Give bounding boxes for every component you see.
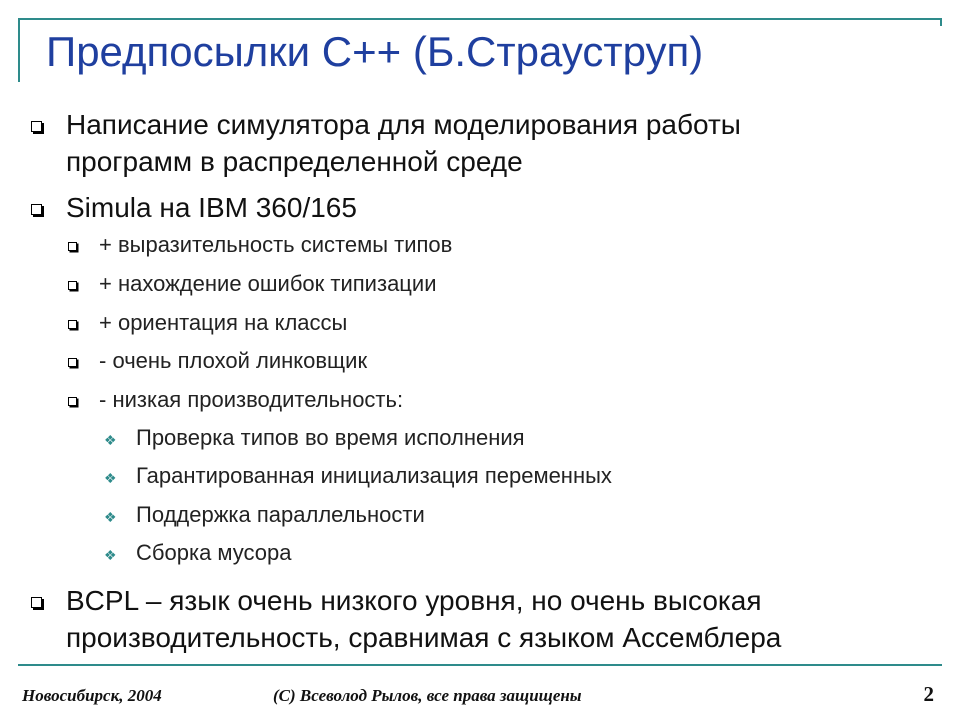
footer-location: Новосибирск, 2004 [22, 686, 162, 705]
frame-line-top [18, 18, 942, 20]
diamond-bullet-icon: ❖ [104, 509, 117, 525]
frame-line-left [18, 18, 20, 82]
slide-title: Предпосылки C++ (Б.Страуструп) [46, 28, 704, 75]
square-bullet-icon [68, 397, 77, 406]
bullet-text: Simula на IBM 360/165 [66, 192, 357, 223]
square-bullet-icon [68, 242, 77, 251]
square-bullet-icon [31, 204, 42, 215]
sub-bullet-text: - очень плохой линковщик [99, 348, 368, 373]
sub-sub-bullet-text: Гарантированная инициализация переменных [136, 463, 612, 488]
sub-sub-bullet-text: Поддержка параллельности [136, 502, 425, 527]
bullet-text-line: производительность, сравнимая с языком Ассемблера [66, 622, 782, 653]
square-bullet-icon [68, 358, 77, 367]
square-bullet-icon [68, 320, 77, 329]
sub-sub-bullet-text: Проверка типов во время исполнения [136, 425, 525, 450]
bullet-text-line: BCPL – язык очень низкого уровня, но очень высокая [66, 585, 762, 616]
diamond-bullet-icon: ❖ [104, 432, 117, 448]
page-number: 2 [923, 682, 934, 706]
sub-sub-bullet-text: Сборка мусора [136, 540, 292, 565]
sub-bullet-text: + нахождение ошибок типизации [99, 271, 437, 296]
square-bullet-icon [31, 597, 42, 608]
bullet-text-line: Написание симулятора для моделирования работы [66, 109, 741, 140]
sub-bullet-text: - низкая производительность: [99, 387, 404, 412]
footer-divider [18, 664, 942, 666]
bullet-text-line: программ в распределенной среде [66, 146, 523, 177]
diamond-bullet-icon: ❖ [104, 547, 117, 563]
frame-line-right [940, 18, 942, 26]
bullet-text [66, 106, 741, 180]
diamond-bullet-icon: ❖ [104, 470, 117, 486]
sub-bullet-text: + ориентация на классы [99, 310, 348, 335]
square-bullet-icon [68, 281, 77, 290]
footer-copyright: (С) Всеволод Рылов, все права защищены [273, 686, 582, 705]
bullet-text [66, 582, 781, 656]
sub-bullet-text: + выразительность системы типов [99, 232, 453, 257]
square-bullet-icon [31, 121, 42, 132]
